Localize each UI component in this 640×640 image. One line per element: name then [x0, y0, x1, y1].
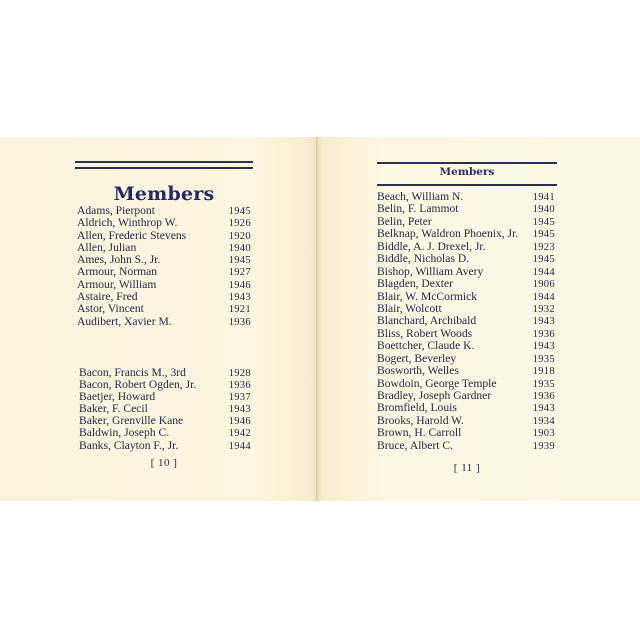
member-year: 1945 — [532, 229, 555, 241]
list-item — [377, 203, 557, 215]
members-list-a — [77, 205, 253, 328]
list-item — [377, 228, 557, 240]
list-item — [79, 427, 253, 439]
member-name: Biddle, Nicholas D. — [377, 252, 470, 266]
member-name: Astaire, Fred — [77, 290, 138, 304]
member-year: 1945 — [532, 254, 555, 266]
page-number: [ 10 ] — [150, 457, 178, 469]
member-name: Bliss, Robert Woods — [377, 326, 473, 340]
list-item — [77, 303, 253, 315]
member-year: 1945 — [228, 206, 251, 217]
right-page — [377, 137, 557, 501]
left-page — [75, 137, 253, 501]
member-name: Baldwin, Joseph C. — [79, 426, 170, 440]
member-name: Bowdoin, George Temple — [377, 376, 497, 390]
member-name: Aldrich, Winthrop W. — [77, 216, 178, 230]
member-year: 1936 — [228, 380, 251, 392]
member-year: 1927 — [228, 267, 251, 279]
member-name: Beach, William N. — [377, 190, 464, 203]
member-year: 1940 — [228, 242, 251, 254]
member-year: 1940 — [532, 204, 555, 216]
member-year: 1906 — [532, 279, 555, 291]
member-year: 1928 — [228, 368, 251, 379]
member-name: Brooks, Harold W. — [377, 413, 464, 427]
list-item — [377, 278, 557, 290]
member-name: Baetjer, Howard — [79, 390, 156, 404]
member-name: Brown, H. Carroll — [377, 426, 462, 440]
member-name: Banks, Clayton F., Jr. — [79, 438, 179, 452]
member-name: Armour, Norman — [77, 265, 158, 279]
member-name: Allen, Frederic Stevens — [77, 228, 187, 242]
member-name: Bacon, Francis M., 3rd — [79, 366, 186, 379]
member-year: 1946 — [228, 416, 251, 428]
book-spine — [316, 137, 318, 501]
member-year: 1935 — [532, 353, 555, 365]
member-year: 1943 — [228, 404, 251, 416]
member-year: 1920 — [228, 230, 251, 242]
member-year: 1918 — [532, 366, 555, 378]
member-name: Biddle, A. J. Drexel, Jr. — [377, 239, 486, 253]
member-year: 1932 — [532, 303, 555, 315]
member-year: 1943 — [532, 341, 555, 353]
member-name: Audibert, Xavier M. — [77, 314, 172, 328]
book-spread — [0, 137, 640, 501]
member-name: Belin, Peter — [377, 214, 432, 228]
member-name: Boettcher, Claude K. — [377, 339, 475, 353]
member-year: 1944 — [228, 440, 251, 452]
list-item — [377, 253, 557, 265]
member-name: Bosworth, Welles — [377, 364, 459, 378]
member-year: 1945 — [228, 255, 251, 267]
double-rule-bottom — [75, 167, 253, 169]
member-year: 1923 — [532, 241, 555, 253]
member-year: 1942 — [228, 428, 251, 440]
member-year: 1944 — [532, 291, 555, 303]
member-name: Baker, Grenville Kane — [79, 414, 184, 428]
list-item — [377, 402, 557, 414]
list-item — [377, 365, 557, 377]
member-name: Ames, John S., Jr. — [77, 253, 161, 267]
member-year: 1937 — [228, 392, 251, 404]
member-year: 1943 — [532, 316, 555, 328]
member-name: Belin, F. Lammot — [377, 202, 459, 216]
member-year: 1943 — [228, 292, 251, 304]
member-name: Belknap, Waldron Phoenix, Jr. — [377, 227, 519, 241]
running-header: Members — [439, 166, 495, 178]
list-item — [377, 315, 557, 327]
member-year: 1935 — [532, 378, 555, 390]
member-name: Blanchard, Archibald — [377, 314, 477, 328]
members-list — [377, 191, 557, 452]
member-year: 1945 — [532, 216, 555, 228]
member-year: 1926 — [228, 218, 251, 230]
members-list-b — [79, 367, 253, 452]
list-item — [79, 440, 253, 452]
member-year: 1936 — [532, 328, 555, 340]
member-year: 1941 — [532, 192, 555, 203]
list-item — [377, 340, 557, 352]
member-name: Blair, W. McCormick — [377, 289, 478, 303]
page-number: [ 11 ] — [453, 462, 481, 474]
member-name: Bacon, Robert Ogden, Jr. — [79, 378, 197, 392]
page-title: Members — [113, 183, 215, 205]
member-year: 1939 — [532, 440, 555, 452]
header-rule-top — [377, 162, 557, 164]
list-item — [77, 217, 253, 229]
member-name: Astor, Vincent — [77, 302, 144, 316]
member-year: 1946 — [228, 279, 251, 291]
member-year: 1936 — [228, 316, 251, 328]
member-name: Allen, Julian — [77, 240, 137, 254]
member-year: 1944 — [532, 266, 555, 278]
list-item — [377, 427, 557, 439]
member-name: Blagden, Dexter — [377, 277, 453, 291]
member-year: 1943 — [532, 403, 555, 415]
member-name: Bogert, Beverley — [377, 351, 457, 365]
member-year: 1903 — [532, 428, 555, 440]
member-year: 1921 — [228, 304, 251, 316]
header-rule-bottom — [377, 184, 557, 186]
list-item — [377, 440, 557, 452]
member-name: Baker, F. Cecil — [79, 402, 148, 416]
double-rule-top — [75, 161, 253, 163]
member-name: Blair, Wolcott — [377, 301, 442, 315]
list-item — [77, 316, 253, 328]
list-item — [77, 266, 253, 278]
member-name: Armour, William — [77, 277, 157, 291]
member-name: Bromfield, Louis — [377, 401, 457, 415]
member-name: Adams, Pierpont — [77, 204, 155, 217]
member-year: 1934 — [532, 415, 555, 427]
member-year: 1936 — [532, 391, 555, 402]
member-name: Bruce, Albert C. — [377, 438, 453, 452]
member-name: Bishop, William Avery — [377, 264, 484, 278]
member-name: Bradley, Joseph Gardner — [377, 389, 492, 402]
